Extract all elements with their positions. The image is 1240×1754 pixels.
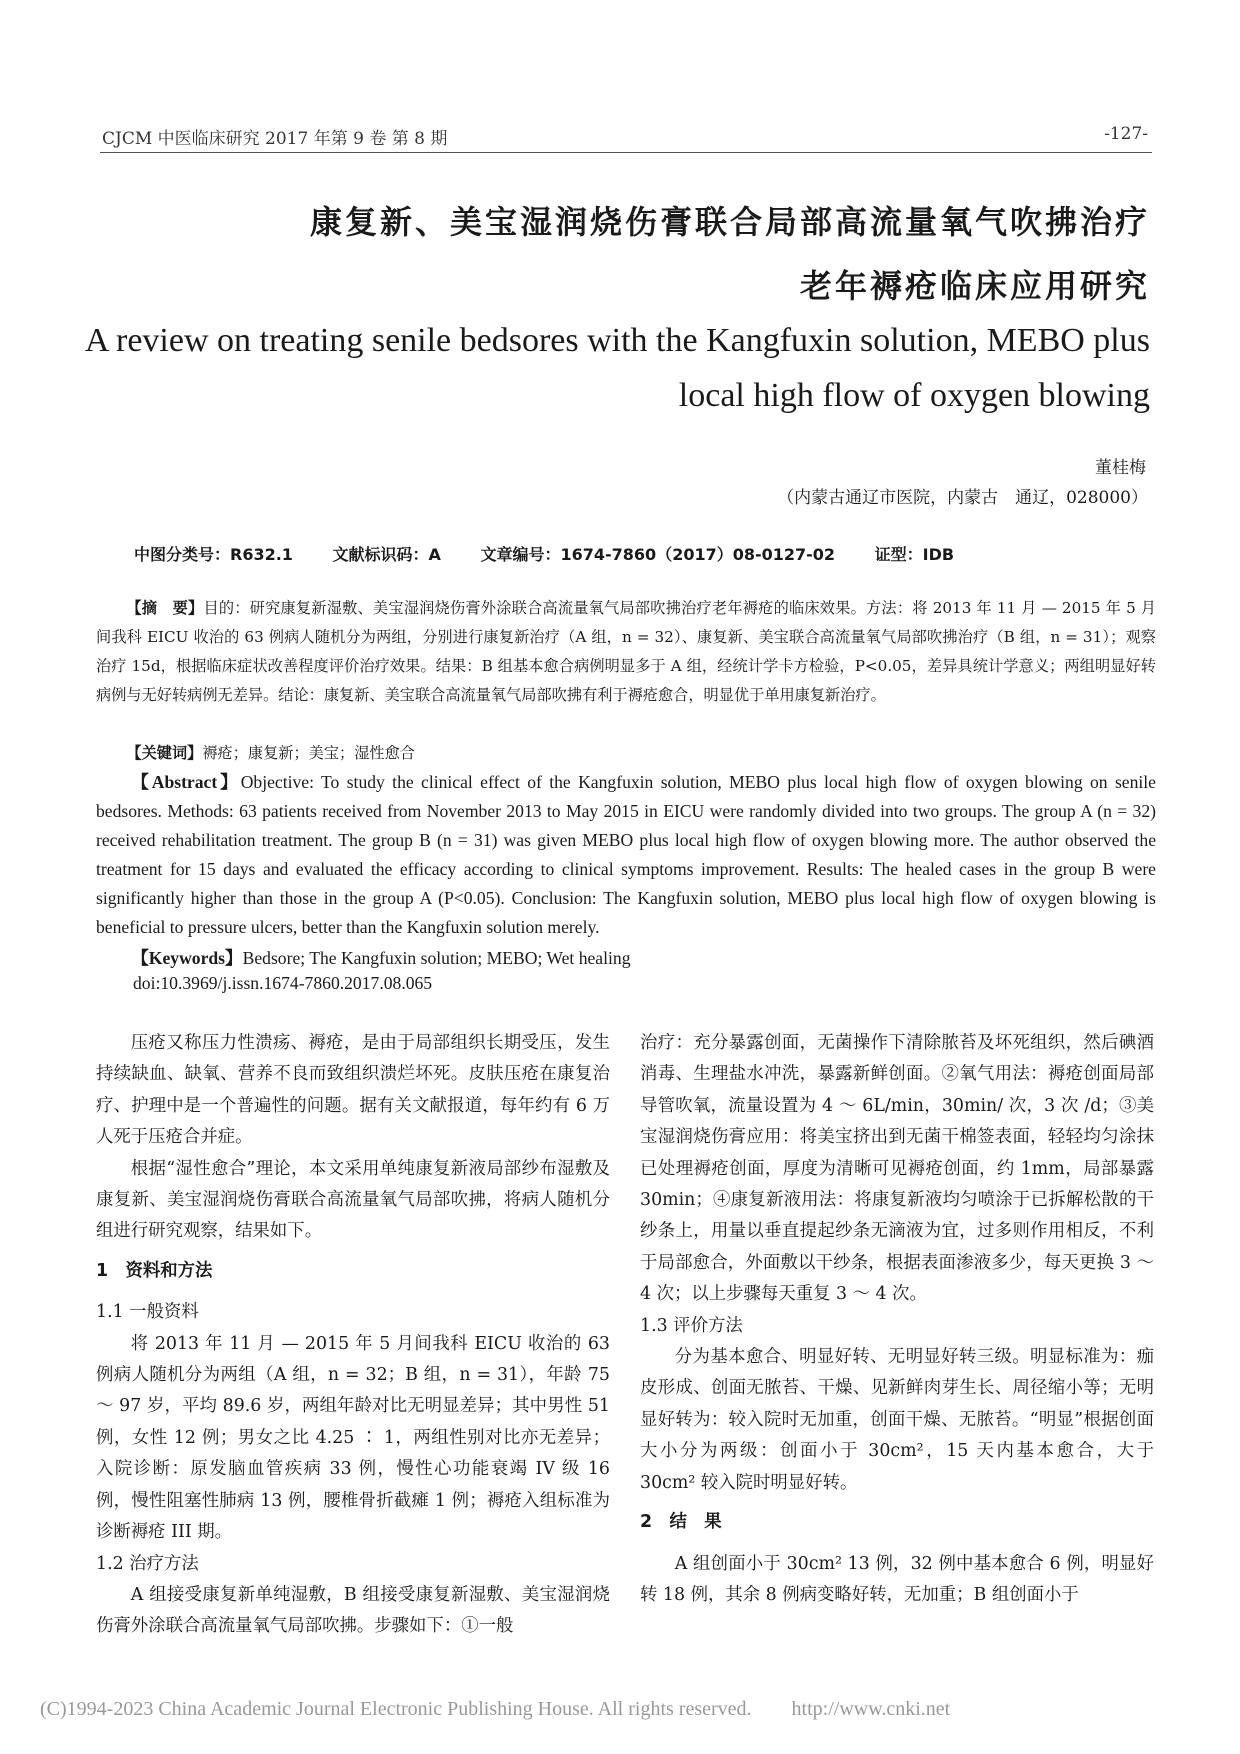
paragraph: 分为基本愈合、明显好转、无明显好转三级。明显标准为：痂皮形成、创面无脓苔、干燥、见新鲜肉芽生长、周径缩小等；无明显好转为：较入院时无加重，创面干燥、无脓苔。“明显”根据创面大小分为两级：创面小于 30cm²，15 天内基本愈合，大于 30cm² 较入院时明显好转。 <box>640 1347 1154 1493</box>
abstract-en-text: Objective: To study the clinical effect of the Kangfuxin solution, MEBO plus local high flow of oxygen blowing on senile bedsores. Methods: 63 patients received from November 2013 to May 2015 in EICU were randomly divided into two groups. The group A (n = 32) received rehabilitation treatment. The group B (n = 31) was given MEBO plus local high flow of oxygen blowing more. The author observed the treatment for 15 days and evaluated the efficacy according to clinical symptoms improvement. Results: The healed cases in the group B were significantly higher than those in the group A (P<0.05). Conclusion: The Kangfuxin solution, MEBO plus local high flow of oxygen blowing is beneficial to pressure ulcers, better than the Kangfuxin solution merely. <box>96 772 1156 937</box>
left-column <box>96 1028 610 1643</box>
classification-line <box>134 542 988 565</box>
title-cn-line-2: 老年褥疮临床应用研究 <box>799 267 1150 305</box>
title-en-line-1: A review on treating senile bedsores with the Kangfuxin solution, MEBO plus <box>84 322 1150 359</box>
abstract-cn-label: 【摘 要】 <box>126 599 204 617</box>
author: 董桂梅 <box>1095 458 1146 478</box>
section-heading: 1 资料和方法 <box>96 1260 213 1281</box>
paragraph: 根据“湿性愈合”理论，本文采用单纯康复新液局部纱布湿敷及康复新、美宝湿润烧伤膏联合高流量氧气局部吹拂，将病人随机分组进行研究观察，结果如下。 <box>96 1158 610 1242</box>
journal-header: CJCM 中医临床研究 2017 年第 9 卷 第 8 期 <box>102 129 448 149</box>
title-en-line-2: local high flow of oxygen blowing <box>678 377 1150 414</box>
copyright-footer: (C)1994-2023 China Academic Journal Electronic Publishing House. All rights reserved. http://www.cnki.net <box>40 1698 951 1720</box>
clc-number: 中图分类号：R632.1 <box>134 545 293 564</box>
paragraph: 将 2013 年 11 月 — 2015 年 5 月间我科 EICU 收治的 63 例病人随机分为两组（A 组，n = 32；B 组，n = 31），年龄 75 ～ 97 岁，平均 89.6 岁，两组年龄对比无明显差异；其中男性 51 例，女性 12 例；男女之比 4.25 ∶ 1，两组性别对比亦无差异；入院诊断：原发脑血管疾病 33 例，慢性心功能衰竭 IV 级 16 例，慢性阻塞性肺病 13 例，腰椎骨折截瘫 1 例；褥疮入组标准为诊断褥疮 III 期。 <box>96 1333 610 1543</box>
subsection-heading: 1.2 治疗方法 <box>96 1553 199 1574</box>
doi: doi:10.3969/j.issn.1674-7860.2017.08.065 <box>133 973 433 993</box>
subsection-heading: 1.3 评价方法 <box>640 1315 743 1336</box>
header-rule <box>100 152 1152 153</box>
title-cn-line-1: 康复新、美宝湿润烧伤膏联合局部高流量氧气吹拂治疗 <box>309 203 1150 241</box>
paragraph: A 组接受康复新单纯湿敷，B 组接受康复新湿敷、美宝湿润烧伤膏外涂联合高流量氧气局部吹拂。步骤如下：①一般 <box>96 1584 610 1637</box>
affiliation: （内蒙古通辽市医院，内蒙古 通辽，028000） <box>777 488 1148 508</box>
keywords-en-text: Bedsore; The Kangfuxin solution; MEBO; Wet healing <box>242 948 631 968</box>
keywords-en <box>96 944 1156 973</box>
keywords-cn-label: 【关键词】 <box>126 744 203 762</box>
paragraph: A 组创面小于 30cm² 13 例，32 例中基本愈合 6 例，明显好转 18 例，其余 8 例病变略好转，无加重；B 组创面小于 <box>640 1553 1154 1605</box>
keywords-cn <box>96 739 1156 768</box>
abstract-cn <box>96 594 1156 710</box>
page-number: -127- <box>1104 124 1148 144</box>
syndrome-type: 证型：IDB <box>874 545 955 564</box>
abstract-cn-text: 目的：研究康复新湿敷、美宝湿润烧伤膏外涂联合高流量氧气局部吹拂治疗老年褥疮的临床效果。方法：将 2013 年 11 月 — 2015 年 5 月间我科 EICU 收治的 63 例病人随机分为两组，分别进行康复新治疗（A 组，n = 32）、康复新、美宝联合高流量氧气局部吹拂治疗（B 组，n = 31）；观察治疗 15d，根据临床症状改善程度评价治疗效果。结果：B 组基本愈合病例明显多于 A 组，经统计学卡方检验，P<0.05，差异具统计学意义；两组明显好转病例与无好转病例无差异。结论：康复新、美宝联合高流量氧气局部吹拂有利于褥疮愈合，明显优于单用康复新治疗。 <box>96 599 1156 704</box>
keywords-en-label: 【Keywords】 <box>131 948 243 968</box>
subsection-heading: 1.1 一般资料 <box>96 1302 199 1323</box>
abstract-en-label: 【Abstract】 <box>131 772 241 792</box>
paragraph: 压疮又称压力性溃疡、褥疮，是由于局部组织长期受压，发生持续缺血、缺氧、营养不良而致组织溃烂坏死。皮肤压疮在康复治疗、护理中是一个普遍性的问题。据有关文献报道，每年约有 6 万人死于压疮合并症。 <box>96 1033 610 1148</box>
abstract-en <box>96 768 1156 942</box>
right-column <box>640 1028 1154 1611</box>
paragraph: 治疗：充分暴露创面，无菌操作下清除脓苔及坏死组织，然后碘酒消毒、生理盐水冲洗，暴露新鲜创面。②氧气用法：褥疮创面局部导管吹氧，流量设置为 4 ～ 6L/min，30min/ 次，3 次 /d；③美宝湿润烧伤膏应用：将美宝挤出到无菌干棉签表面，轻轻均匀涂抹已处理褥疮创面，厚度为清晰可见褥疮创面，约 1mm，局部暴露 30min；④康复新液用法：将康复新液均匀喷涂于已拆解松散的干纱条上，用量以垂直提起纱条无滴液为宜，过多则作用相反，不利于局部愈合，外面敷以干纱条，根据表面渗液多少，每天更换 3 ～ 4 次；以上步骤每天重复 3 ～ 4 次。 <box>640 1033 1154 1305</box>
document-code: 文献标识码：A <box>332 545 441 564</box>
keywords-cn-text: 褥疮；康复新；美宝；湿性愈合 <box>202 744 415 762</box>
section-heading: 2 结 果 <box>640 1512 722 1533</box>
article-number: 文章编号：1674-7860（2017）08-0127-02 <box>480 545 836 564</box>
